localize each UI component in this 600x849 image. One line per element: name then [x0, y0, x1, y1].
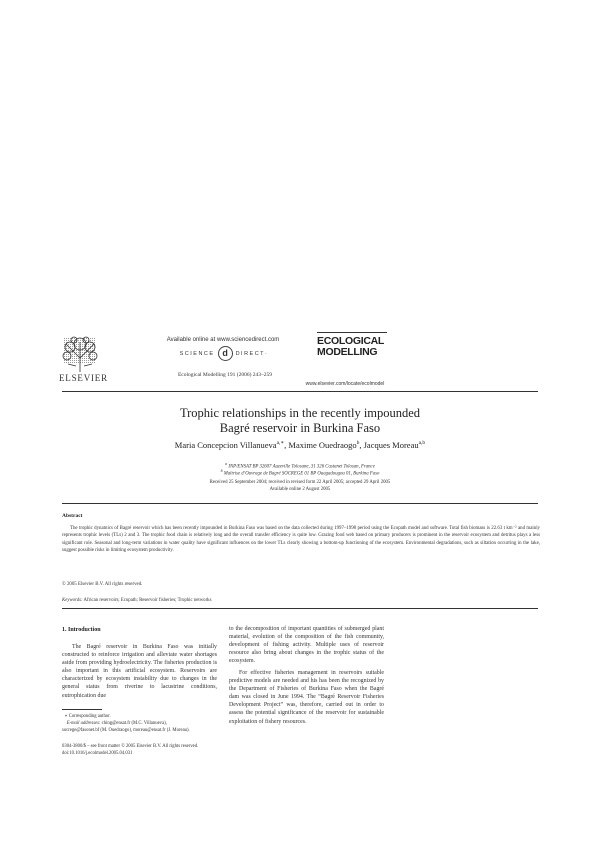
article-title: Trophic relationships in the recently impounded Bagré reservoir in Burkina Faso	[179, 406, 421, 435]
affiliation-b: $^b$ Maîtrise d’Ouvrage de Bagré SOCREGE 01 BP Ouagadougou 01, Burkina Faso	[220, 468, 380, 477]
intro-paragraph-1: The Bagré reservoir in Burkina Faso was initially constructed to reinforce irrigation and alleviate water shortages aside from providing hydroelectricity. The fisheries production is also important in this artificial ecosystem. Reservoirs are characterized by ecosystem instability due to changes in the general status from riverine to lacustrine conditions, eutrophication due	[62, 644, 217, 699]
header-divider	[62, 391, 538, 392]
abstract-heading: Abstract	[62, 513, 83, 519]
intro-paragraph-2: For effective fisheries management in reservoirs suitable predictive models are needed and his has been the recognized by the Department of Fisheries of Burkina Faso when the Bagré dam was closed in June 1994. The “Bagré Reservoir Fisheries Development Project” was, therefore, carried out in order to assess the potential significance of the reservoir for sustainable exploitation of fishery resources.	[229, 670, 384, 725]
section-heading-introduction: 1. Introduction	[62, 627, 101, 633]
author-name: Maxime Ouedraogo	[288, 440, 357, 450]
journal-url[interactable]: www.elsevier.com/locate/ecolmodel	[305, 381, 385, 387]
journal-reference: Ecological Modelling 191 (2006) 243–259	[177, 372, 273, 378]
footer-issn-doi	[62, 743, 198, 757]
intro-paragraph-1-continued: to the decomposition of important quantities of submerged plant material, evolution of the composition of the fish community, development of fishing activity. Multiple uses of reservoir resource also bring about changes in the trophic status of the ecosystem.	[229, 626, 384, 665]
abstract-text: The trophic dynamics of Bagré reservoir which has been recently impounded in Burkina Faso was based on the data collected during 1997–1998 period using the Ecopath model and software. Total fish biomass is 22.63 t km⁻² and mainly represents trophic levels (TLs) 2 and 3. The trophic food chain is relatively long and the overall transfer efficiency is quite low. Grazing food web based on primary producers is prominent in the reservoir ecosystem and detritus plays a less significant role. Seasonal and long-term variations in water quality have significant influences on the lower TLs clearly showing a bottom-up functioning of the ecosystem. Environmental degradations, such as siltation occurring in the lake, suggest possible risks in limiting ecosystem productivity.	[62, 526, 540, 553]
doi-link[interactable]: doi:10.1016/j.ecolmodel.2005.04.031	[62, 751, 133, 756]
abstract-top-rule	[62, 503, 538, 504]
elsevier-wordmark: ELSEVIER	[59, 373, 108, 383]
available-online-line: Available online at www.sciencedirect.com	[166, 337, 280, 343]
keywords: Keywords: African reservoirs; Ecopath; Reservoir fisheries; Trophic networks	[62, 598, 212, 603]
footnote: ∗ Corresponding author. E-mail addresses: ching@ensat.fr (M.C. Villanueva), socrege@fasonet.bf (M. Ouedraogo), moreau@ensat.fr (J. Moreau).	[62, 714, 190, 733]
received-dates: Received 25 September 2004; received in revised form 22 April 2005; accepted 29 April 2005	[209, 480, 391, 485]
footnote-rule	[62, 709, 102, 710]
author-name: Jacques Moreau	[363, 440, 419, 450]
sciencedirect-logo: SCIENCE d DIRECT·	[169, 346, 279, 361]
author-name: Maria Concepcion Villanueva	[174, 440, 277, 450]
journal-title-logo: ECOLOGICAL MODELLING	[317, 335, 384, 358]
issn-line: 0304-3800/$ – see front matter © 2005 Elsevier B.V. All rights reserved.	[62, 744, 199, 749]
copyright-notice: © 2005 Elsevier B.V. All rights reserved.	[62, 582, 143, 587]
journal-logo-rule	[317, 332, 387, 333]
affiliation-a: $^a$ INP/ENSAT BP 32607 Auzeville Tolosane, 31 326 Castanet Tolosan, France	[225, 461, 375, 470]
author-list: Maria Concepcion Villanueva$^{a,∗}$, Maxime Ouedraogo$^b$, Jacques Moreau$^{a,b}$	[174, 440, 426, 450]
abstract-bottom-rule	[62, 608, 538, 609]
available-online-date: Available online 2 August 2005	[269, 487, 331, 492]
elsevier-tree-logo	[60, 336, 100, 372]
